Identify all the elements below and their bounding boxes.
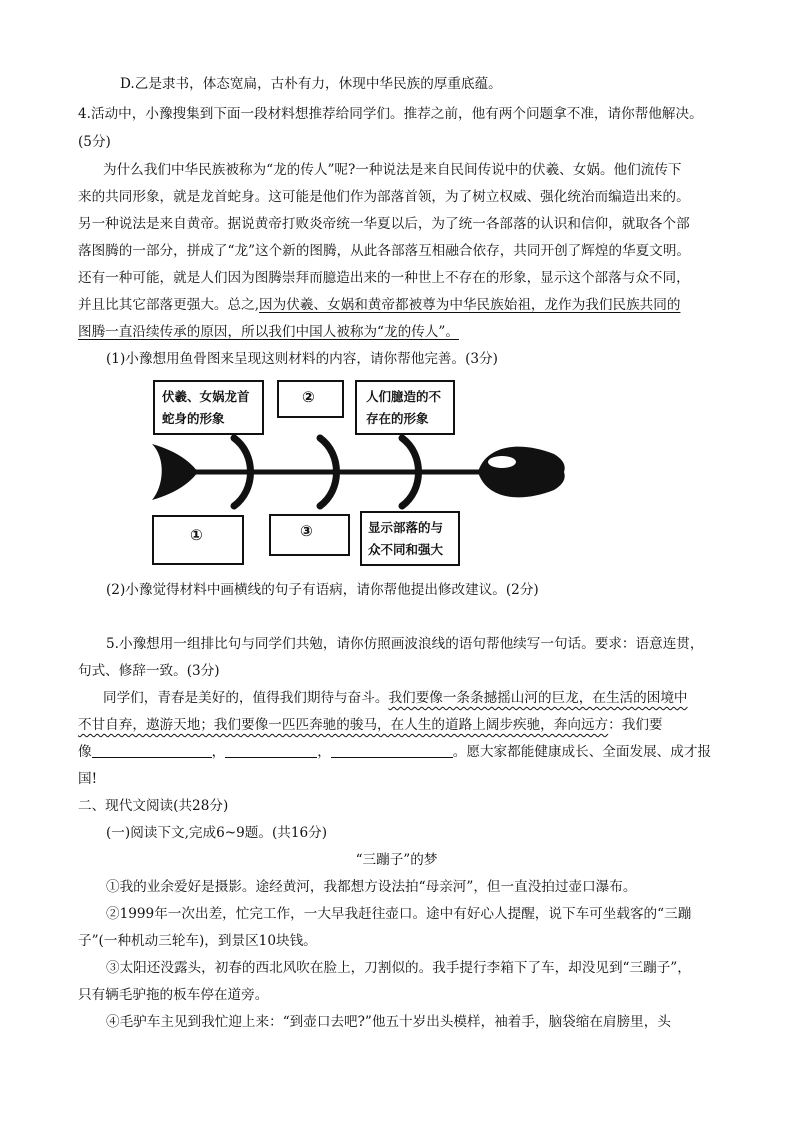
box-text: 众不同和强大 xyxy=(368,542,444,557)
article-paragraph: ④毛驴车主见到我忙迎上来：“到壶口去吧?”他五十岁出头模样，袖着手，脑袋缩在肩膀里，头 xyxy=(106,1014,671,1030)
box-text: 显示部落的与 xyxy=(368,520,444,535)
passage-text: 并且比其它部落更强大。总之, xyxy=(78,297,260,313)
section-heading: 二、现代文阅读(共28分) xyxy=(78,798,229,814)
article-title: “三蹦子”的梦 xyxy=(355,852,438,868)
passage-text: ：我们要 xyxy=(608,717,663,733)
underlined-sentence-end: 图腾一直沿续传承的原因，所以我们中国人被称为“龙的传人”。 xyxy=(78,324,459,340)
underlined-sentence: 因为伏羲、女娲和黄帝都被尊为中华民族始祖，龙作为我们民族共同的 xyxy=(259,297,681,313)
question-5-requirements: 句式、修辞一致。(3分) xyxy=(78,663,220,679)
question-5-stem: 5.小豫想用一组排比句与同学们共勉，请你仿照画波浪线的语句帮他续写一句话。要求：语意连贯， xyxy=(106,636,704,652)
passage-line: 国! xyxy=(78,771,98,787)
blank-marker: ② xyxy=(302,388,315,406)
passage-text: ， xyxy=(211,744,226,760)
article-paragraph: 只有辆毛驴拖的板车停在道旁。 xyxy=(78,987,269,1003)
option-d: D.乙是隶书，体态宽扁，古朴有力，休现中华民族的厚重底蕴。 xyxy=(120,76,502,92)
passage-text: 。愿大家都能健康成长、全面发展、成才报 xyxy=(452,744,712,760)
fish-tail xyxy=(152,444,198,500)
fill-in-line xyxy=(78,742,711,762)
passage-line xyxy=(78,715,663,735)
passage-text: 像 xyxy=(78,744,92,760)
fish-head xyxy=(478,447,565,498)
passage-text: 同学们，青春是美好的，值得我们期待与奋斗。 xyxy=(103,690,389,706)
fish-eye xyxy=(488,456,516,468)
wavy-sentence: 不甘自弃，遨游天地；我们要像一匹匹奔驰的骏马，在人生的道路上阔步疾驰，奔向远方 xyxy=(78,717,609,733)
article-paragraph: ①我的业余爱好是摄影。途经黄河，我都想方设法拍“母亲河”，但一直没拍过壶口瀑布。 xyxy=(106,879,637,895)
answer-blank[interactable] xyxy=(92,743,212,758)
passage-line: 来的共同形象，就是龙首蛇身。这可能是他们作为部落首领，为了树立权威、强化统治而编造出来的。 xyxy=(78,189,690,205)
passage-line: 落图腾的一部分，拼成了“龙”这个新的图腾，从此各部落互相融合依存，共同开创了辉煌的华夏文明。 xyxy=(78,243,691,259)
box-text: 蛇身的形象 xyxy=(162,411,225,426)
passage-line: 为什么我们中华民族被称为“龙的传人”呢?一种说法是来自民间传说中的伏羲、女娲。他们流传下 xyxy=(103,162,682,178)
answer-blank[interactable] xyxy=(331,743,453,758)
passage-line: 还有一种可能，就是人们因为图腾崇拜而臆造出来的一种世上不存在的形象，显示这个部落与众不同， xyxy=(78,270,690,286)
passage-line: 另一种说法是来自黄帝。据说黄帝打败炎帝统一华夏以后，为了统一各部落的认识和信仰，就取各个部 xyxy=(78,216,690,232)
article-paragraph: 子”(一种机动三轮车)，到景区10块钱。 xyxy=(78,933,317,949)
article-paragraph: ③太阳还没露头，初春的西北风吹在脸上，刀割似的。我手提行李箱下了车，却没见到“三蹦子”， xyxy=(106,960,691,976)
sub-question-2: (2)小豫觉得材料中画横线的句子有语病，请你帮他提出修改建议。(2分) xyxy=(106,582,539,598)
article-paragraph: ②1999年一次出差，忙完工作，一大早我赶往壶口。途中有好心人提醒，说下车可坐载客的“三蹦 xyxy=(106,906,692,922)
fishbone-skeleton xyxy=(140,432,580,512)
question-4-points: (5分) xyxy=(78,134,111,150)
question-4-stem: 4.活动中，小豫搜集到下面一段材料想推荐给同学们。推荐之前，他有两个问题拿不准，请你帮他解决。 xyxy=(78,106,703,122)
blank-marker: ① xyxy=(190,526,203,544)
wavy-sentence: 我们要像一条条撼摇山河的巨龙，在生活的困境中 xyxy=(388,690,688,706)
answer-blank[interactable] xyxy=(225,743,317,758)
box-text: 人们臆造的不 xyxy=(366,389,442,404)
passage-text: ， xyxy=(317,744,331,760)
blank-marker: ③ xyxy=(300,522,313,540)
box-text: 存在的形象 xyxy=(366,411,429,426)
sub-section-heading: (一)阅读下文,完成6~9题。(共16分) xyxy=(106,825,328,841)
sub-question-1: (1)小豫想用鱼骨图来呈现这则材料的内容，请你帮他完善。(3分) xyxy=(106,351,498,367)
passage-line xyxy=(103,688,688,708)
box-text: 伏羲、女娲龙首 xyxy=(162,389,250,404)
passage-line xyxy=(78,295,680,315)
